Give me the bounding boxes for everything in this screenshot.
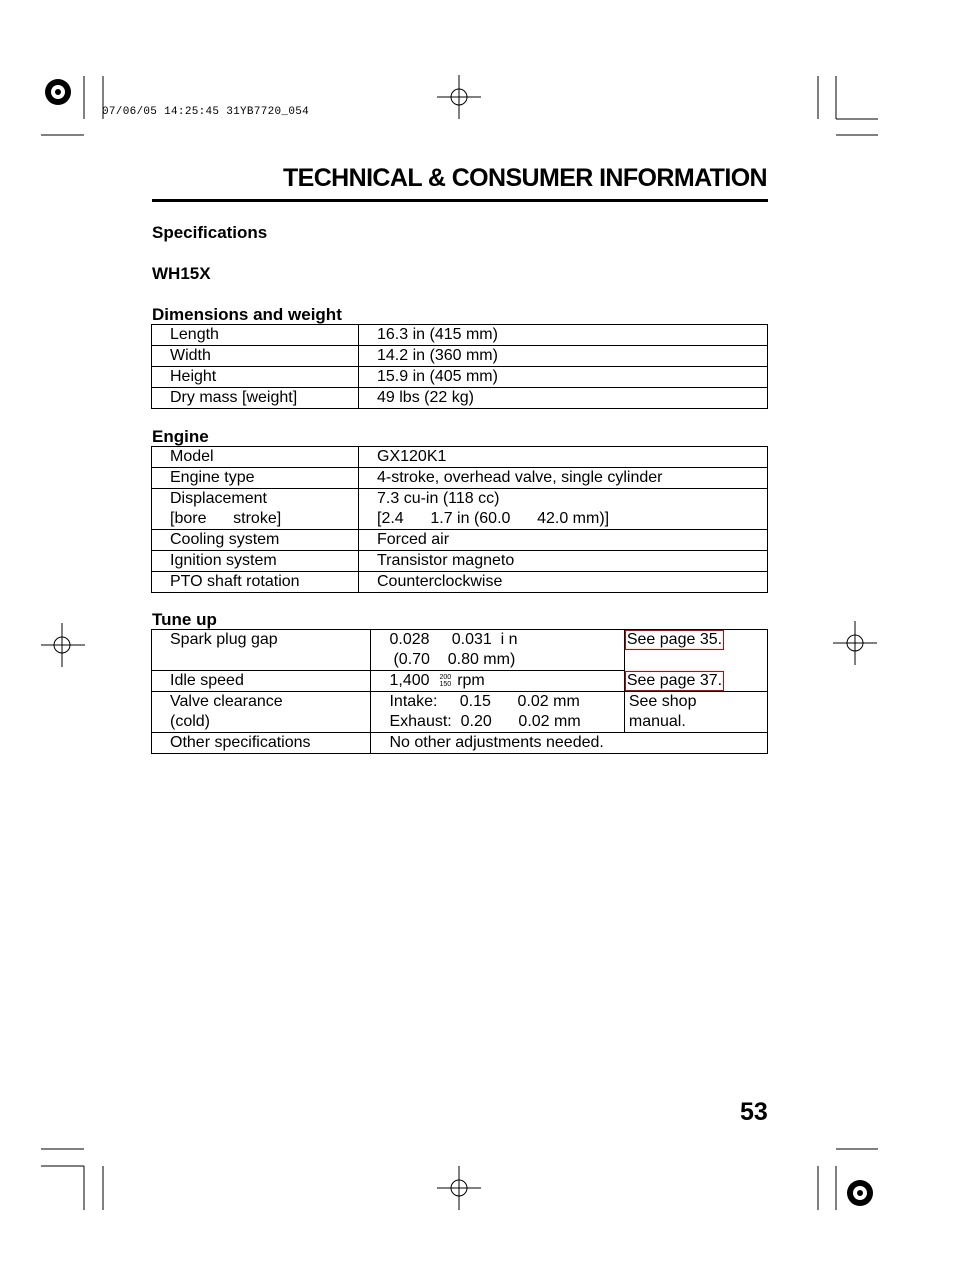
idle-speed-label: Idle speed bbox=[152, 671, 371, 692]
bore-stroke-value: [2.4 1.7 in (60.0 42.0 mm)] bbox=[377, 510, 610, 527]
ignition-label: Ignition system bbox=[152, 551, 359, 572]
table-row bbox=[152, 692, 768, 733]
title-rule bbox=[152, 199, 768, 202]
dimensions-heading: Dimensions and weight bbox=[152, 305, 342, 324]
engine-model-value: GX120K1 bbox=[359, 447, 768, 468]
valve-clearance-label: Valve clearance bbox=[170, 693, 283, 710]
idle-speed-ref-cell bbox=[624, 671, 767, 692]
valve-intake-value: Intake: 0.15 0.02 mm bbox=[389, 693, 580, 710]
table-row bbox=[152, 630, 768, 671]
displacement-label-cell bbox=[152, 489, 359, 530]
see-shop-text: See shop bbox=[628, 693, 697, 710]
dimension-label: Length bbox=[152, 325, 359, 346]
other-specs-value: No other adjustments needed. bbox=[371, 733, 768, 754]
model-heading: WH15X bbox=[152, 264, 211, 283]
pto-value: Counterclockwise bbox=[359, 572, 768, 593]
table-row bbox=[152, 447, 768, 468]
spark-plug-ref-cell bbox=[624, 630, 767, 671]
other-specs-label: Other specifications bbox=[152, 733, 371, 754]
table-row bbox=[152, 572, 768, 593]
displacement-value: 7.3 cu-in (118 cc) bbox=[377, 490, 500, 507]
manual-text: manual. bbox=[628, 713, 686, 730]
table-row bbox=[152, 671, 768, 692]
specifications-heading: Specifications bbox=[152, 223, 268, 242]
displacement-label: Displacement bbox=[170, 490, 267, 507]
idle-speed-unit: rpm bbox=[457, 672, 485, 689]
section-title: TECHNICAL & CONSUMER INFORMATION bbox=[282, 164, 767, 192]
dimension-value: 16.3 in (415 mm) bbox=[359, 325, 768, 346]
registration-target-bottom-right bbox=[847, 1180, 873, 1206]
spark-plug-label: Spark plug gap bbox=[152, 630, 371, 671]
dimension-label: Width bbox=[152, 346, 359, 367]
table-row bbox=[152, 325, 768, 346]
tune-up-heading: Tune up bbox=[152, 610, 217, 629]
table-row bbox=[152, 367, 768, 388]
tune-up-table bbox=[151, 629, 768, 754]
cooling-label: Cooling system bbox=[152, 530, 359, 551]
engine-type-value: 4-stroke, overhead valve, single cylinder bbox=[359, 468, 768, 489]
table-row bbox=[152, 388, 768, 409]
see-page-35-link[interactable]: See page 35. bbox=[626, 631, 723, 648]
see-page-37-link[interactable]: See page 37. bbox=[626, 671, 723, 689]
engine-model-label: Model bbox=[152, 447, 359, 468]
page-number: 53 bbox=[740, 1098, 768, 1126]
idle-speed-value: 1,400 bbox=[389, 672, 430, 689]
valve-clearance-ref-cell bbox=[624, 692, 767, 733]
engine-type-label: Engine type bbox=[152, 468, 359, 489]
engine-heading: Engine bbox=[152, 427, 209, 446]
idle-speed-value-cell bbox=[371, 671, 624, 692]
bore-stroke-label: [bore stroke] bbox=[170, 510, 282, 527]
dimension-label: Dry mass [weight] bbox=[152, 388, 359, 409]
valve-clearance-cold-label: (cold) bbox=[170, 713, 211, 730]
idle-speed-tolerance bbox=[440, 674, 452, 688]
valve-exhaust-value: Exhaust: 0.20 0.02 mm bbox=[389, 713, 581, 730]
table-row bbox=[152, 489, 768, 530]
table-row bbox=[152, 551, 768, 572]
table-row bbox=[152, 530, 768, 551]
print-stamp: 07/06/05 14:25:45 31YB7720_054 bbox=[102, 106, 310, 118]
dimension-value: 49 lbs (22 kg) bbox=[359, 388, 768, 409]
displacement-value-cell bbox=[359, 489, 768, 530]
pto-label: PTO shaft rotation bbox=[152, 572, 359, 593]
cooling-value: Forced air bbox=[359, 530, 768, 551]
table-row bbox=[152, 468, 768, 489]
valve-clearance-label-cell bbox=[152, 692, 371, 733]
dimension-value: 14.2 in (360 mm) bbox=[359, 346, 768, 367]
dimension-label: Height bbox=[152, 367, 359, 388]
dimensions-table bbox=[151, 324, 768, 409]
idle-tolerance-minus: 150 bbox=[439, 680, 452, 688]
valve-clearance-value-cell bbox=[371, 692, 624, 733]
registration-target-top-left bbox=[45, 79, 71, 105]
ignition-value: Transistor magneto bbox=[359, 551, 768, 572]
engine-table bbox=[151, 446, 768, 593]
table-row bbox=[152, 733, 768, 754]
spark-plug-value-metric: (0.70 0.80 mm) bbox=[393, 651, 516, 668]
idle-tolerance-plus: 200 bbox=[439, 673, 452, 681]
dimension-value: 15.9 in (405 mm) bbox=[359, 367, 768, 388]
spark-plug-value-cell bbox=[371, 630, 624, 671]
table-row bbox=[152, 346, 768, 367]
spark-plug-value: 0.028 0.031 i n bbox=[389, 631, 518, 648]
